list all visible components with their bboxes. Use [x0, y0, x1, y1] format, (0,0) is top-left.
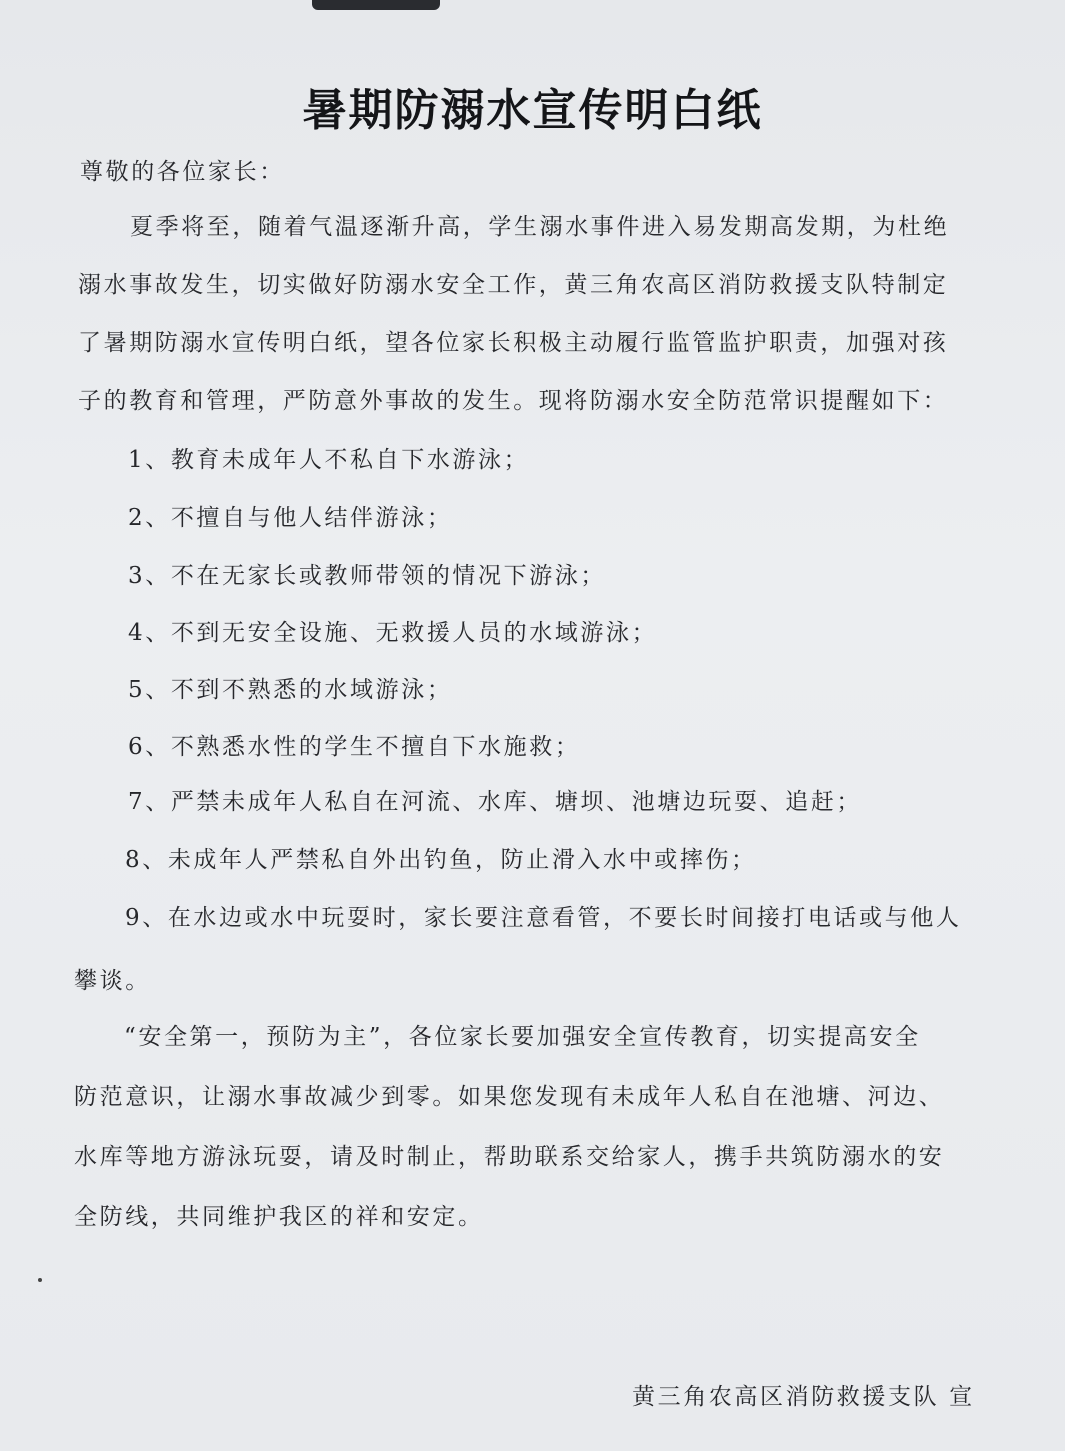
rule-item-6: 6、不熟悉水性的学生不擅自下水施救；: [128, 734, 581, 760]
rule-item-3: 3、不在无家长或教师带领的情况下游泳；: [128, 563, 607, 589]
signature: 黄三角农高区消防救援支队 宣: [632, 1384, 975, 1410]
rule-item-5: 5、不到不熟悉的水域游泳；: [128, 677, 453, 703]
clip-shadow: [312, 0, 440, 10]
rule-item-8: 8、未成年人严禁私自外出钓鱼，防止滑入水中或摔伤；: [125, 847, 757, 873]
salutation: 尊敬的各位家长：: [80, 159, 285, 185]
intro-line-4: 子的教育和管理，严防意外事故的发生。现将防溺水安全防范常识提醒如下：: [78, 388, 949, 414]
closing-line-3: 水库等地方游泳玩耍，请及时制止，帮助联系交给家人，携手共筑防溺水的安: [74, 1144, 945, 1170]
rule-item-9: 9、在水边或水中玩耍时，家长要注意看管，不要长时间接打电话或与他人: [125, 905, 962, 931]
rule-item-9-continued: 攀谈。: [74, 968, 151, 994]
closing-line-1: “安全第一，预防为主”，各位家长要加强安全宣传教育，切实提高安全: [124, 1024, 921, 1050]
closing-line-2: 防范意识，让溺水事故减少到零。如果您发现有未成年人私自在池塘、河边、: [74, 1084, 945, 1110]
rule-item-2: 2、不擅自与他人结伴游泳；: [128, 505, 453, 531]
rule-item-1: 1、教育未成年人不私自下水游泳；: [128, 447, 530, 473]
intro-line-1: 夏季将至，随着气温逐渐升高，学生溺水事件进入易发期高发期，为杜绝: [130, 214, 950, 240]
rule-item-4: 4、不到无安全设施、无救援人员的水域游泳；: [128, 620, 658, 646]
closing-line-4: 全防线，共同维护我区的祥和安定。: [74, 1204, 484, 1230]
notice-title: 暑期防溺水宣传明白纸: [302, 85, 763, 136]
paper-speck: [38, 1278, 42, 1282]
rule-item-7: 7、严禁未成年人私自在河流、水库、塘坝、池塘边玩耍、追赶；: [128, 789, 863, 815]
intro-line-2: 溺水事故发生，切实做好防溺水安全工作，黄三角农高区消防救援支队特制定: [78, 272, 949, 298]
intro-line-3: 了暑期防溺水宣传明白纸，望各位家长积极主动履行监管监护职责，加强对孩: [78, 330, 949, 356]
